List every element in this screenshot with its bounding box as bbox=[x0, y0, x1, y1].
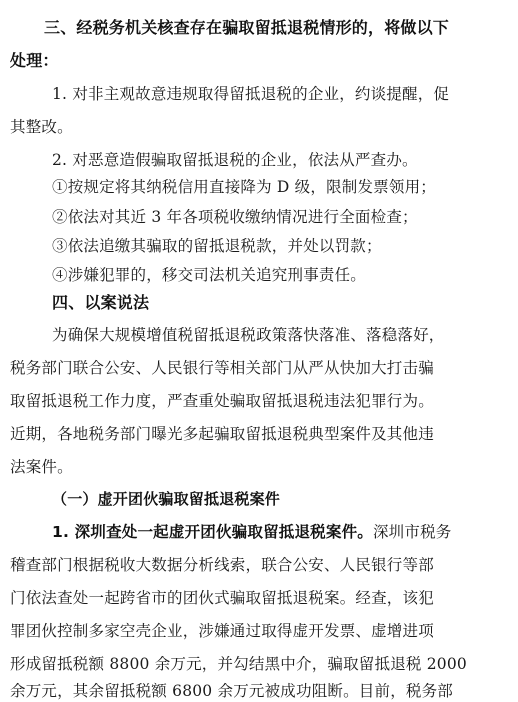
item1-line2: 其整改。 bbox=[10, 118, 73, 136]
section4-para-line: 法案件。 bbox=[10, 458, 73, 476]
section4-heading: 四、以案说法 bbox=[52, 293, 150, 312]
case1-line1 bbox=[52, 521, 452, 543]
case1-line: 罪团伙控制多家空壳企业，涉嫌通过取得虚开发票、虚增进项 bbox=[10, 622, 434, 640]
sub-item-1: ①按规定将其纳税信用直接降为 D 级，限制发票领用； bbox=[52, 178, 436, 196]
section3-heading-cont: 处理： bbox=[10, 51, 59, 70]
item1-line1: 1. 对非主观故意违规取得留抵退税的企业，约谈提醒，促 bbox=[52, 85, 450, 103]
case1-line: 余万元，其余留抵税额 6800 余万元被成功阻断。目前，税务部 bbox=[10, 682, 454, 700]
section4-para-line: 为确保大规模增值税留抵退税政策落快落准、落稳落好， bbox=[52, 326, 445, 344]
case1-line: 门依法查处一起跨省市的团伙式骗取留抵退税案。经查，该犯 bbox=[10, 589, 434, 607]
case1-text-start: 深圳市税务 bbox=[372, 523, 452, 541]
sub-item-4: ④涉嫌犯罪的，移交司法机关追究刑事责任。 bbox=[52, 266, 367, 284]
section4-para-line: 近期，各地税务部门曝光多起骗取留抵退税典型案件及其他违 bbox=[10, 425, 434, 443]
case1-line: 形成留抵税额 8800 余万元，并勾结黑中介，骗取留抵退税 2000 bbox=[10, 655, 467, 673]
section4-para-line: 税务部门联合公安、人民银行等相关部门从严从快加大打击骗 bbox=[10, 359, 434, 377]
case1-line: 稽查部门根据税收大数据分析线索，联合公安、人民银行等部 bbox=[10, 556, 434, 574]
subsection-heading: （一）虚开团伙骗取留抵退税案件 bbox=[52, 490, 281, 508]
section4-para-line: 取留抵退税工作力度，严查重处骗取留抵退税违法犯罪行为。 bbox=[10, 392, 434, 410]
section3-heading: 三、经税务机关核查存在骗取留抵退税情形的，将做以下 bbox=[44, 18, 450, 37]
case1-title: 1. 深圳查处一起虚开团伙骗取留抵退税案件。 bbox=[52, 523, 373, 541]
item2: 2. 对恶意造假骗取留抵退税的企业，依法从严查办。 bbox=[52, 151, 418, 169]
sub-item-3: ③依法追缴其骗取的留抵退税款，并处以罚款； bbox=[52, 237, 382, 255]
sub-item-2: ②依法对其近 3 年各项税收缴纳情况进行全面检查； bbox=[52, 208, 418, 226]
